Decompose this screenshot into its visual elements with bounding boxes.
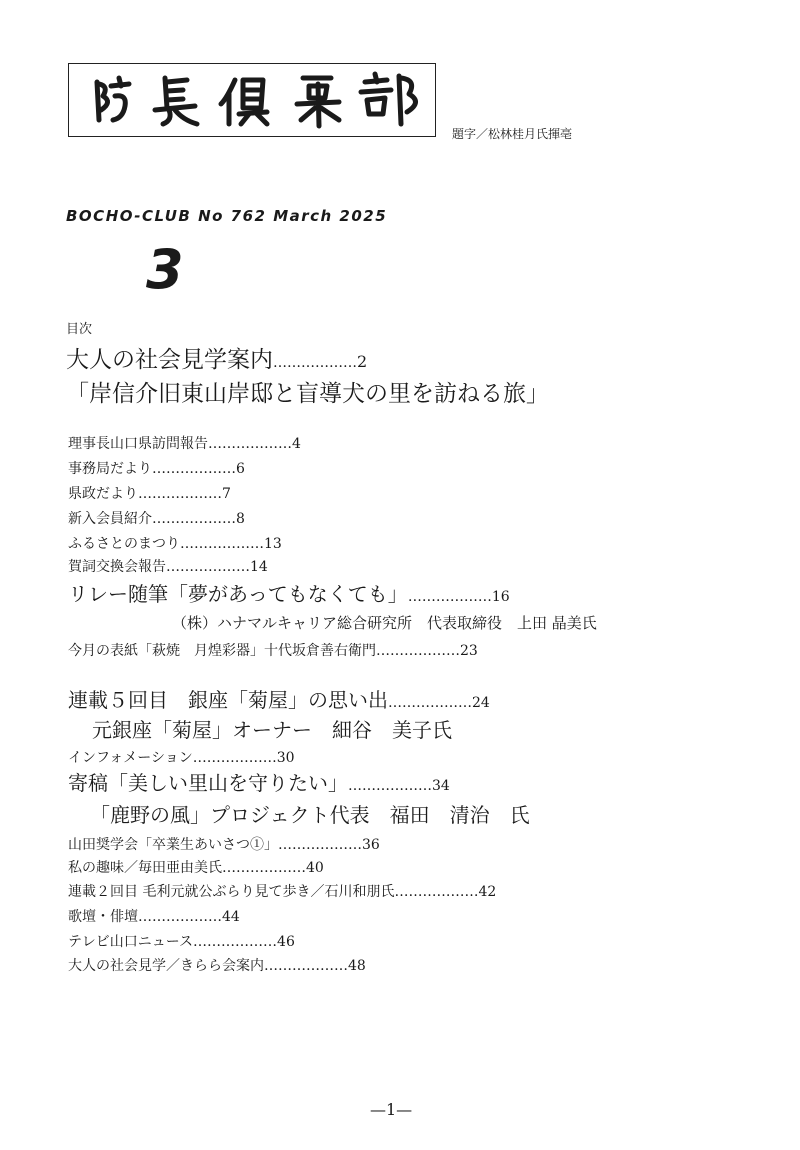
toc-entry[interactable] — [68, 909, 240, 926]
dot-leader: ……………… — [278, 837, 362, 853]
toc-entry[interactable] — [68, 461, 245, 478]
dot-leader: ……………… — [273, 355, 357, 371]
issue-line: BOCHO-CLUB No 762 March 2025 — [66, 207, 388, 225]
toc-entry-page: 8 — [236, 511, 245, 527]
toc-entry-page: 30 — [276, 750, 295, 766]
toc-entry-title: 大人の社会見学案内 — [66, 347, 273, 373]
toc-entry-author: 元銀座「菊屋」オーナー 細谷 美子氏 — [92, 718, 452, 742]
toc-entry-page: 42 — [478, 884, 497, 900]
calligrapher-credit: 題字／松林桂月氏揮亳 — [452, 127, 573, 141]
toc-entry-title: 歌壇・俳壇 — [68, 909, 138, 925]
toc-entry-title: 新入会員紹介 — [68, 511, 152, 527]
toc-entry[interactable] — [68, 860, 324, 877]
dot-leader: ……………… — [166, 559, 250, 575]
toc-entry-page: 2 — [357, 352, 368, 371]
toc-entry[interactable] — [68, 958, 366, 975]
toc-entry-feature-subtitle: 「岸信介旧東山岸邸と盲導犬の里を訪ねる旅」 — [66, 381, 549, 407]
toc-entry-page: 16 — [491, 589, 510, 605]
toc-entry-page: 6 — [236, 461, 245, 477]
toc-entry-relay[interactable] — [68, 582, 510, 606]
dot-leader: ……………… — [152, 461, 236, 477]
toc-entry-info[interactable] — [68, 750, 295, 767]
toc-entry-page: 46 — [277, 934, 295, 950]
toc-entry-title: ふるさとのまつり — [68, 536, 180, 552]
toc-entry-page: 44 — [222, 909, 240, 925]
dot-leader: ……………… — [264, 958, 348, 974]
dot-leader: ……………… — [193, 934, 278, 950]
toc-entry-title: 事務局だより — [68, 461, 152, 477]
toc-entry-title: テレビ山口ニュース — [68, 934, 194, 950]
dot-leader: ……………… — [192, 750, 277, 766]
toc-entry-feature[interactable] — [66, 347, 367, 375]
toc-entry-author: 「鹿野の風」プロジェクト代表 福田 清治 氏 — [90, 803, 530, 827]
toc-entry-page: 36 — [362, 837, 380, 853]
dot-leader: ……………… — [138, 486, 222, 502]
toc-entry[interactable] — [68, 837, 380, 854]
toc-label: 目次 — [66, 322, 93, 337]
toc-entry-author: （株）ハナマルキャリア総合研究所 代表取締役 上田 晶美氏 — [172, 614, 597, 632]
dot-leader: ……………… — [208, 436, 292, 452]
toc-entry[interactable] — [68, 536, 282, 553]
toc-entry-title: 私の趣味／毎田亜由美氏 — [68, 860, 222, 876]
toc-entry[interactable] — [68, 486, 231, 503]
dot-leader: ……………… — [394, 884, 479, 900]
dot-leader: ……………… — [152, 511, 236, 527]
toc-entry-title: リレー随筆「夢があってもなくても」 — [68, 582, 408, 606]
calligraphy-logo — [69, 64, 434, 135]
toc-entry-page: 48 — [348, 958, 366, 974]
toc-entry-title: インフォメーション — [68, 750, 193, 766]
dot-leader: ……………… — [180, 536, 264, 552]
dot-leader: ……………… — [376, 643, 460, 659]
toc-entry-title: 山田奨学会「卒業生あいさつ①」 — [68, 837, 278, 853]
toc-entry-cover[interactable] — [68, 643, 478, 660]
toc-entry-page: 40 — [306, 860, 324, 876]
toc-entry-page: 34 — [432, 778, 450, 794]
toc-entry-page: 14 — [250, 559, 268, 575]
toc-entry-title: 大人の社会見学／きらら会案内 — [68, 958, 264, 974]
toc-entry-page: 4 — [292, 436, 301, 452]
dot-leader: ……………… — [222, 860, 306, 876]
toc-entry-serial[interactable] — [68, 688, 490, 712]
toc-entry-title: 今月の表紙「萩焼 月煌彩器」十代坂倉善右衛門 — [68, 643, 376, 659]
dot-leader: ……………… — [138, 909, 222, 925]
toc-entry-title: 県政だより — [68, 486, 138, 502]
masthead-box — [68, 63, 436, 137]
toc-entry[interactable] — [68, 884, 496, 901]
toc-entry-title: 賀詞交換会報告 — [68, 559, 166, 575]
dot-leader: ……………… — [348, 778, 432, 794]
toc-entry-page: 7 — [222, 486, 231, 502]
toc-entry-title: 連載５回目 銀座「菊屋」の思い出 — [68, 688, 388, 712]
toc-entry[interactable] — [68, 559, 268, 576]
toc-entry-title: 連載２回目 毛利元就公ぶらり見て歩き／石川和朋氏 — [68, 884, 395, 900]
toc-entry-page: 23 — [460, 643, 478, 659]
toc-entry[interactable] — [68, 511, 245, 528]
toc-entry[interactable] — [68, 436, 301, 453]
toc-entry-page: 24 — [472, 695, 490, 711]
page-number: —1— — [370, 1100, 413, 1119]
toc-entry-page: 13 — [264, 536, 282, 552]
toc-entry-title: 理事長山口県訪問報告 — [68, 436, 208, 452]
dot-leader: ……………… — [407, 589, 492, 605]
dot-leader: ……………… — [388, 695, 472, 711]
month-number: 3 — [146, 238, 184, 301]
toc-entry-title: 寄稿「美しい里山を守りたい」 — [68, 771, 348, 795]
toc-entry-contribution[interactable] — [68, 771, 450, 795]
toc-entry[interactable] — [68, 934, 295, 951]
